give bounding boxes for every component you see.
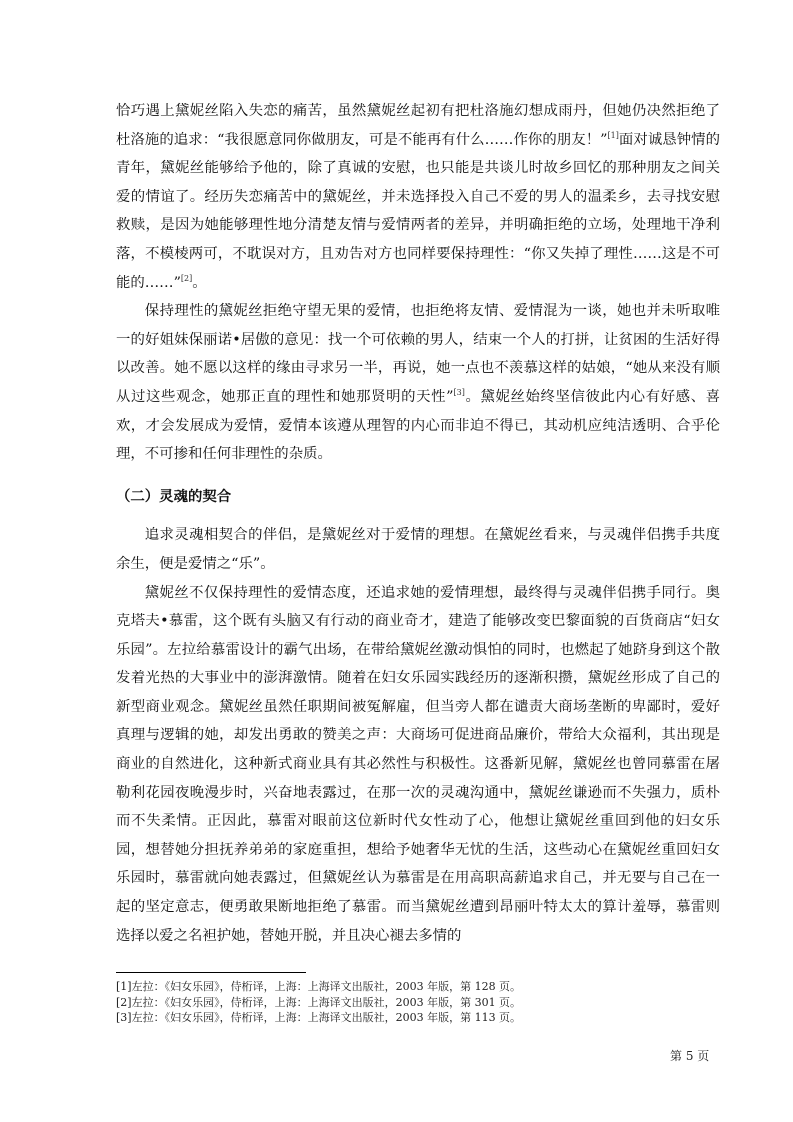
footnote-item: [2]左拉：《妇女乐园》，侍桁译，上海：上海译文出版社，2003 年版，第 301 页。 xyxy=(116,995,522,1009)
paragraph-text: 黛妮丝不仅保持理性的爱情态度，还追求她的爱情理想，最终得与灵魂伴侣携手同行。奥克塔夫•慕雷，这个既有头脑又有行动的商业奇才，建造了能够改变巴黎面貌的百货商店“妇女乐园”。左拉给慕雷设计的霸气出场，在带给黛妮丝激动惧怕的同时，也燃起了她跻身到这个散发着光热的大事业中的澎湃激情。随着在妇女乐园实践经历的逐渐积攒，黛妮丝形成了自己的新型商业观念。黛妮丝虽然任职期间被冤解雇，但当旁人都在谴责大商场垄断的卑鄙时，爱好真理与逻辑的她，却发出勇敢的赞美之声：大商场可促进商品廉价，带给大众福利，其出现是商业的自然进化，这种新式商业具有其必然性与积极性。这番新见解，黛妮丝也曾同慕雷在屠勒利花园夜晚漫步时，兴奋地表露过，在那一次的灵魂沟通中，黛妮丝谦逊而不失强力，质朴而不失柔情。正因此，慕雷对眼前这位新时代女性动了心，他想让黛妮丝重回到他的妇女乐园，想替她分担抚养弟弟的家庭重担，想给予她奢华无忧的生活，这些动心在黛妮丝重回妇女乐园时，慕雷就向她表露过，但黛妮丝认为慕雷是在用高职高薪追求自己，并无要与自己在一起的坚定意志，便勇敢果断地拒绝了慕雷。而当黛妮丝遭到昂丽叶特太太的算计羞辱，慕雷则选择以爱之名袒护她，替她开脱，并且决心褪去多情的 xyxy=(116,584,720,944)
paragraph-text: 面对诚恳钟情的青年，黛妮丝能够给予他的，除了真诚的安慰，也只能是共谈儿时故乡回忆的那种朋友之间关爱的情谊了。经历失恋痛苦中的黛妮丝，并未选择投入自己不爱的男人的温柔乡，去寻找安慰救赎，是因为她能够理性地分清楚友情与爱情两者的差异，并明确拒绝的立场，处理地干净利落，不模棱两可，不耽误对方，且劝告对方也同样要保持理性：“你又失掉了理性……这是不可能的……” xyxy=(116,131,720,291)
footnote-reference[interactable]: [3] xyxy=(453,387,465,397)
paragraph-text: 保持理性的黛妮丝拒绝守望无果的爱情，也拒绝将友情、爱情混为一谈，她也并未听取唯一的好姐妹保丽诺•居傲的意见：找一个可依赖的男人，结束一个人的打拼，让贫困的生活好得以改善。她不愿以这样的缘由寻求另一半，再说，她一点也不羡慕这样的姑娘，“她从来没有顺从过这些观念，她那正直的理性和她那贤明的天性” xyxy=(116,303,720,405)
footnote-item: [3]左拉：《妇女乐园》，侍桁译，上海：上海译文出版社，2003 年版，第 113 页。 xyxy=(116,1011,522,1024)
paragraph-text: 恰巧遇上黛妮丝陷入失恋的痛苦，虽然黛妮丝起初有把杜洛施幻想成雨丹，但她仍决然拒绝了杜洛施的追求：“我很愿意同你做朋友，可是不能再有什么……作你的朋友！” xyxy=(116,103,720,148)
footnote-reference[interactable]: [2] xyxy=(180,273,193,283)
body-text xyxy=(116,97,720,950)
footnote-separator xyxy=(116,972,306,973)
footnote-reference[interactable]: [1] xyxy=(607,130,619,140)
footnotes xyxy=(116,979,720,1026)
section-heading: （二）灵魂的契合 xyxy=(116,488,232,505)
paragraph-text: 。黛妮丝始终坚信彼此内心有好感、喜欢，才会发展成为爱情，爱情本该遵从理智的内心而非迫不得已，其动机应纯洁透明、合乎伦理，不可掺和任何非理性的杂质。 xyxy=(116,388,720,463)
body-paragraph xyxy=(116,297,720,469)
body-paragraph xyxy=(116,521,720,578)
body-paragraph xyxy=(116,579,720,951)
page-number: 第 5 页 xyxy=(670,1049,710,1063)
paragraph-text: 追求灵魂相契合的伴侣，是黛妮丝对于爱情的理想。在黛妮丝看来，与灵魂伴侣携手共度余生，便是爱情之“乐”。 xyxy=(116,527,720,572)
footnote-item: [1]左拉：《妇女乐园》，侍桁译，上海：上海译文出版社，2003 年版，第 128 页。 xyxy=(116,980,522,993)
body-paragraph xyxy=(116,97,720,297)
paragraph-text: 。 xyxy=(192,274,207,291)
